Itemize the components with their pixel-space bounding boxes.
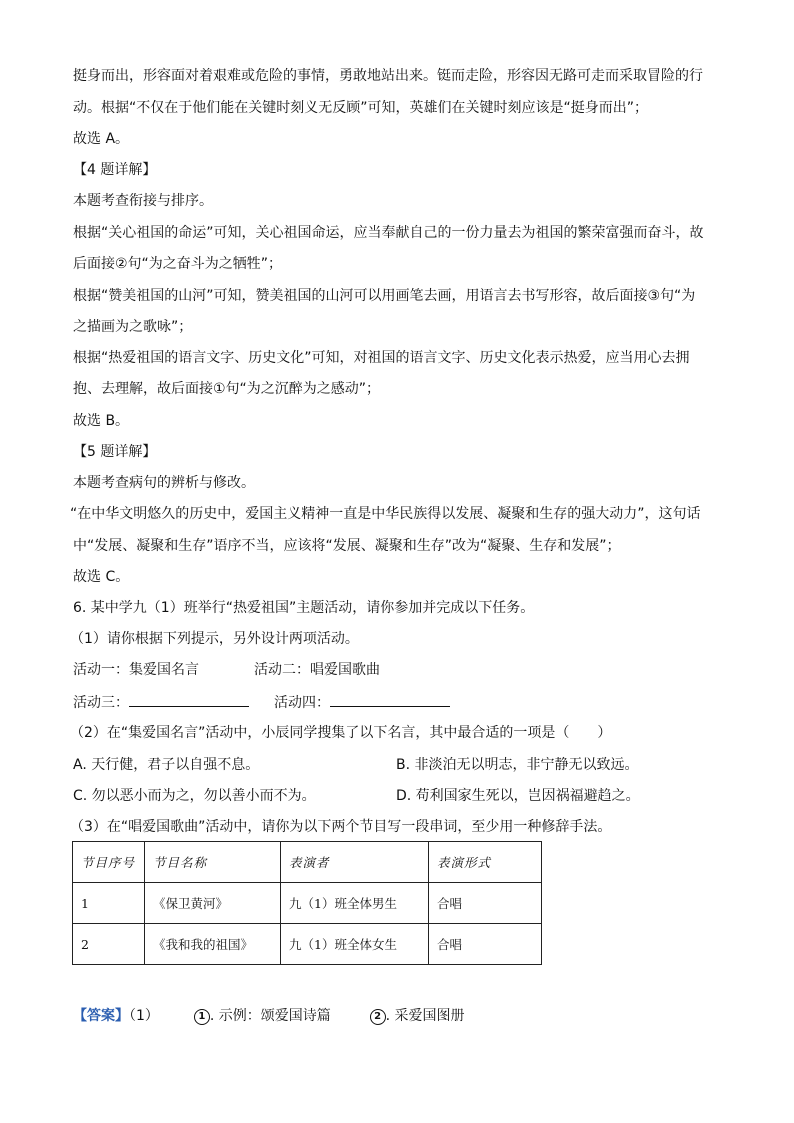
paragraph-line: 本题考查病句的辨析与修改。: [73, 475, 255, 491]
table-cell: 合唱: [429, 883, 542, 924]
table-header: 节目名称: [145, 842, 281, 883]
answer-1: . 示例：颂爱国诗篇: [209, 1008, 331, 1024]
activity-2: 活动二：唱爱国歌曲: [254, 662, 380, 678]
option-d: D. 苟利国家生死以，岂因祸福避趋之。: [396, 788, 640, 804]
activity-1: 活动一：集爱国名言: [73, 662, 199, 678]
table-cell: 九（1）班全体男生: [281, 883, 429, 924]
section-heading-4: 【4 题详解】: [73, 162, 157, 178]
table-cell: 《保卫黄河》: [145, 883, 281, 924]
answer-part: （1）: [129, 1008, 159, 1024]
paragraph-line: 故选 B。: [73, 413, 130, 429]
table-row: [73, 883, 542, 924]
table-header: 表演形式: [429, 842, 542, 883]
paragraph-line: 中“发展、凝聚和生存”语序不当，应该将“发展、凝聚和生存”改为“凝聚、生存和发展”；: [73, 538, 621, 554]
section-heading-5: 【5 题详解】: [73, 444, 157, 460]
table-cell: 《我和我的祖国》: [145, 924, 281, 965]
table-header-row: [73, 842, 542, 883]
table-cell: 2: [73, 924, 145, 965]
question-6-1: （1）请你根据下列提示，另外设计两项活动。: [70, 631, 359, 647]
option-c: C. 勿以恶小而为之，勿以善小而不为。: [73, 788, 316, 804]
activity-4: [274, 692, 450, 713]
activity-4-label: 活动四：: [274, 695, 330, 711]
program-table: [72, 841, 542, 965]
paragraph-line: “在中华文明悠久的历史中，爱国主义精神一直是中华民族得以发展、凝聚和生存的强大动力”，这句话: [70, 506, 701, 522]
option-a: A. 天行健，君子以自强不息。: [73, 757, 260, 773]
paragraph-line: 挺身而出，形容面对着艰难或危险的事情，勇敢地站出来。铤而走险，形容因无路可走而采取冒险的行: [73, 68, 703, 84]
circled-number-2: 2: [370, 1009, 386, 1025]
paragraph-line: 根据“热爱祖国的语言文字、历史文化”可知，对祖国的语言文字、历史文化表示热爱，应当用心去拥: [73, 350, 690, 366]
activity-3: [73, 692, 249, 713]
paragraph-line: 之描画为之歌咏”；: [73, 319, 193, 335]
paragraph-line: 抱、去理解，故后面接①句“为之沉醉为之感动”；: [73, 381, 381, 397]
table-header: 表演者: [281, 842, 429, 883]
question-6-3: （3）在“唱爱国歌曲”活动中，请你为以下两个节目写一段串词，至少用一种修辞手法。: [70, 819, 612, 835]
answer-line: [73, 1006, 465, 1026]
circled-number-1: 1: [194, 1009, 210, 1025]
paragraph-line: 后面接②句“为之奋斗为之牺牲”；: [73, 256, 283, 272]
option-b: B. 非淡泊无以明志，非宁静无以致远。: [396, 757, 639, 773]
paragraph-line: 本题考查衔接与排序。: [73, 193, 213, 209]
paragraph-line: 根据“关心祖国的命运”可知，关心祖国命运，应当奉献自己的一份力量去为祖国的繁荣富强而奋斗，故: [73, 225, 704, 241]
table-cell: 九（1）班全体女生: [281, 924, 429, 965]
paragraph-line: 根据“赞美祖国的山河”可知，赞美祖国的山河可以用画笔去画，用语言去书写形容，故后面接③句“为: [73, 288, 696, 304]
paragraph-line: 动。根据“不仅在于他们能在关键时刻义无反顾”可知，英雄们在关键时刻应该是“挺身而出”；: [73, 100, 649, 116]
table-cell: 合唱: [429, 924, 542, 965]
table-cell: 1: [73, 883, 145, 924]
table-header: 节目序号: [73, 842, 145, 883]
paragraph-line: 故选 C。: [73, 569, 130, 585]
answer-blank: [129, 692, 249, 707]
answer-tag: 【答案】: [73, 1008, 129, 1024]
paragraph-line: 故选 A。: [73, 131, 130, 147]
activity-3-label: 活动三：: [73, 695, 129, 711]
table-row: [73, 924, 542, 965]
question-6-2: （2）在“集爱国名言”活动中，小辰同学搜集了以下名言，其中最合适的一项是（ ）: [70, 725, 612, 741]
answer-2: . 采爱国图册: [385, 1008, 465, 1024]
answer-blank: [330, 692, 450, 707]
question-6: 6. 某中学九（1）班举行“热爱祖国”主题活动，请你参加并完成以下任务。: [73, 600, 535, 616]
